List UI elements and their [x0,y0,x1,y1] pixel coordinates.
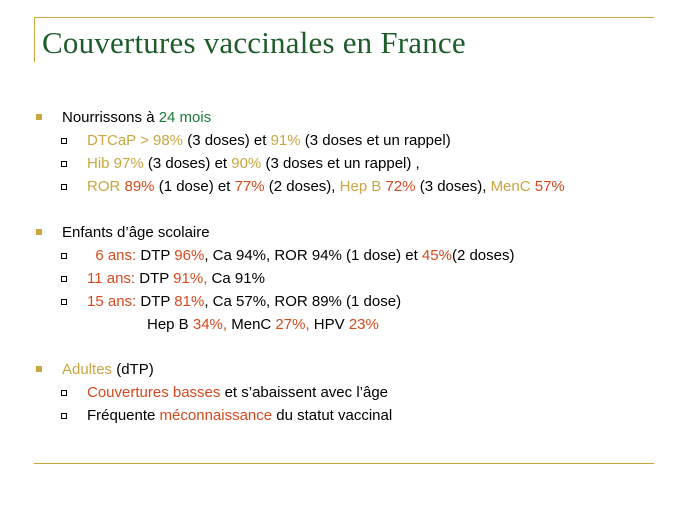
text-run: 89% [124,178,155,195]
text-run: 72% [385,178,416,195]
rich-text [87,155,420,172]
text-run: 27%, [275,316,310,333]
text-run: 91% [270,132,301,149]
rich-text [87,384,388,401]
text-run: 91%, [173,270,208,287]
text-run: du statut vaccinal [272,407,393,424]
text-run: 81% [174,293,205,310]
text-run: (2 doses) [451,247,515,264]
text-run: 23% [348,316,379,333]
text-run: Hep B [339,178,386,195]
text-run: (dTP) [112,361,154,378]
text-run: et s’abaissent avec l’âge [220,384,389,401]
rich-text [87,178,565,195]
text-run: (3 doses) et [143,155,232,172]
rich-text [87,270,265,287]
hollow-square-bullet-icon [61,413,67,419]
text-run: 57% [534,178,565,195]
continuation-line [147,316,379,334]
text-run: Hib 97% [87,155,144,172]
hollow-square-bullet-icon [61,253,67,259]
text-run: 77% [234,178,265,195]
top-divider [34,17,654,18]
square-bullet-icon [36,366,42,372]
text-run: MenC [227,316,276,333]
hollow-square-bullet-icon [61,184,67,190]
bullet-enfants [62,224,210,242]
text-run: (1 dose) et [154,178,235,195]
hollow-square-bullet-icon [61,161,67,167]
text-run: 34%, [192,316,228,333]
text-run: Fréquente [87,407,160,424]
square-bullet-icon [36,114,42,120]
square-bullet-icon [36,229,42,235]
text-run: 11 ans: [87,270,136,287]
sub-bullet-meconnaissance [87,407,392,425]
text-run: méconnaissance [159,407,273,424]
rich-text [87,407,392,424]
sub-bullet-11ans [87,270,265,288]
text-run: Hep B [147,316,193,333]
sub-bullet-15ans [87,293,401,311]
sub-bullet-6ans [87,247,514,265]
sub-bullet-hib [87,155,420,173]
rich-text [87,132,451,149]
bullet-nourrissons [62,109,211,127]
hollow-square-bullet-icon [61,276,67,282]
sub-bullet-couvertures [87,384,388,402]
rich-text [87,247,514,264]
hollow-square-bullet-icon [61,138,67,144]
text-run: (3 doses) et [183,132,271,149]
rich-text [87,293,401,310]
text-run: Adultes [62,361,113,378]
hollow-square-bullet-icon [61,299,67,305]
rich-text [62,224,210,241]
text-run: DTP [135,270,174,287]
bullet-adultes [62,361,154,379]
rich-text [62,361,154,378]
rich-text [147,316,379,333]
text-run: DTP [136,247,175,264]
text-run: DTP [136,293,175,310]
text-run: 45% [421,247,452,264]
text-run: Nourrissons à [62,109,159,126]
text-run: 90% [231,155,262,172]
text-run: 24 mois [158,109,212,126]
text-run: 15 ans: [87,293,137,310]
rich-text [62,109,211,126]
sub-bullet-dtcap [87,132,451,150]
text-run: Enfants d’âge scolaire [62,224,210,241]
text-run: (3 doses et un rappel) [300,132,451,149]
text-run: MenC [490,178,535,195]
text-run: Couvertures basses [87,384,221,401]
text-run: , Ca 94%, ROR 94% (1 dose) et [204,247,422,264]
text-run: (3 doses et un rappel) , [261,155,420,172]
text-run: ROR [87,178,125,195]
text-run: (3 doses), [415,178,491,195]
text-run: DTCaP > 98% [87,132,184,149]
text-run: 6 ans: [87,247,137,264]
text-run: HPV [309,316,349,333]
slide-title: Couvertures vaccinales en France [42,25,466,60]
sub-bullet-ror [87,178,565,196]
text-run: (2 doses), [264,178,340,195]
text-run: Ca 91% [207,270,265,287]
left-divider [34,17,35,62]
text-run: 96% [174,247,205,264]
bottom-divider [34,463,654,464]
text-run: , Ca 57%, ROR 89% (1 dose) [204,293,402,310]
hollow-square-bullet-icon [61,390,67,396]
